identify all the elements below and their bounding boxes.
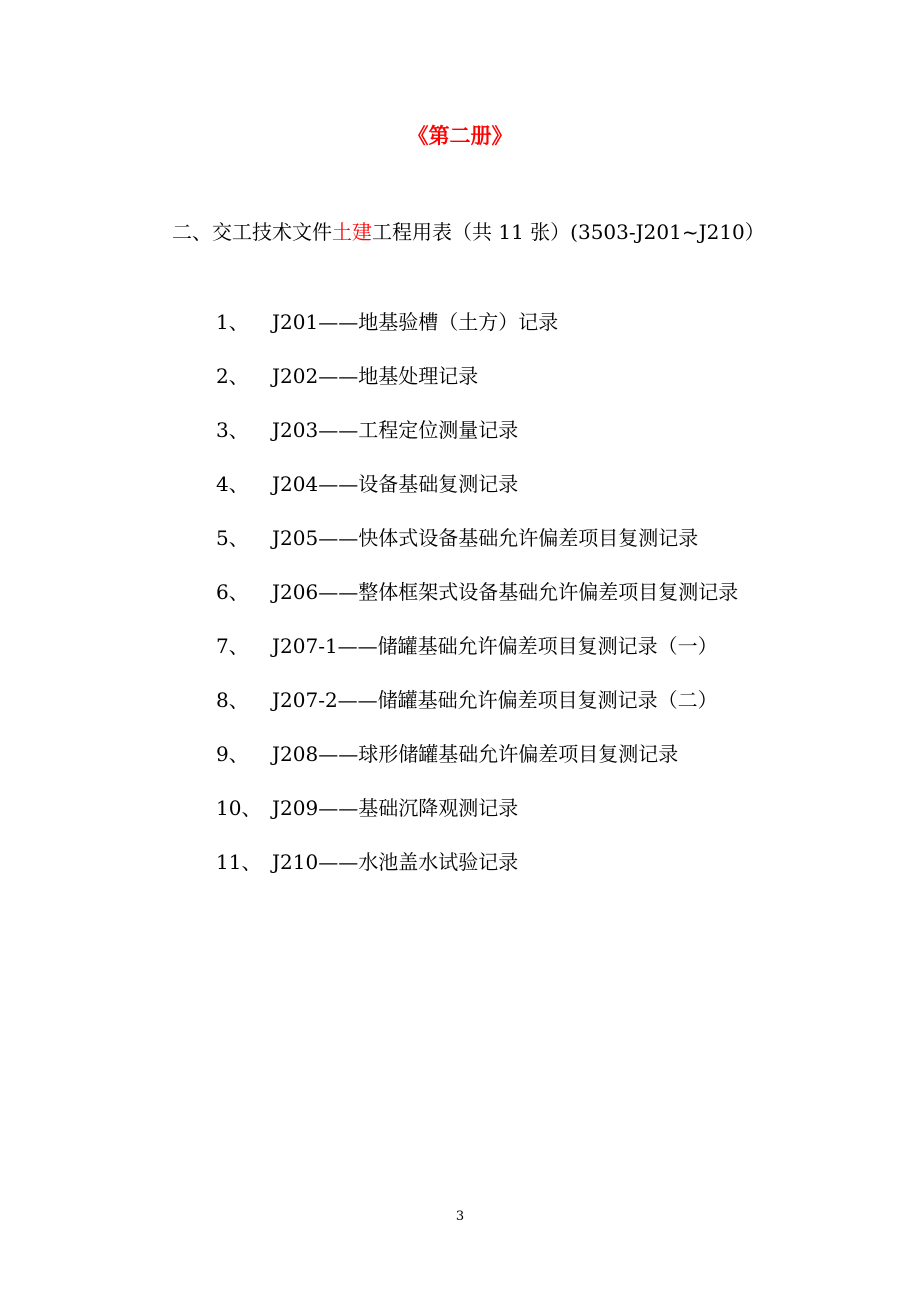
item-number: 8、 xyxy=(216,688,249,712)
list-item xyxy=(216,576,738,630)
list-item xyxy=(216,738,738,792)
section-heading-highlight: 土建 xyxy=(332,220,372,244)
item-number: 9、 xyxy=(216,742,249,766)
item-text: J207-2——储罐基础允许偏差项目复测记录（二） xyxy=(272,688,718,712)
item-number: 7、 xyxy=(216,634,249,658)
section-heading-suffix: 工程用表（共 11 张）(3503-J201~J210） xyxy=(372,220,765,244)
list-item xyxy=(216,360,738,414)
item-text: J209——基础沉降观测记录 xyxy=(272,796,519,820)
item-text: J204——设备基础复测记录 xyxy=(272,472,519,496)
item-number: 3、 xyxy=(216,418,249,442)
page-number: 3 xyxy=(455,1209,465,1224)
section-heading xyxy=(172,216,765,248)
item-number: 10、 xyxy=(216,796,262,820)
item-text: J206——整体框架式设备基础允许偏差项目复测记录 xyxy=(272,580,739,604)
list-item xyxy=(216,522,738,576)
list-item xyxy=(216,792,738,846)
item-number: 2、 xyxy=(216,364,249,388)
item-text: J208——球形储罐基础允许偏差项目复测记录 xyxy=(272,742,679,766)
list-item xyxy=(216,468,738,522)
item-number: 1、 xyxy=(216,310,249,334)
volume-title: 《第二册》 xyxy=(407,123,513,148)
item-text: J202——地基处理记录 xyxy=(272,364,479,388)
item-number: 11、 xyxy=(216,850,262,874)
item-number: 5、 xyxy=(216,526,249,550)
section-heading-prefix: 二、交工技术文件 xyxy=(172,220,332,244)
item-text: J207-1——储罐基础允许偏差项目复测记录（一） xyxy=(272,634,718,658)
list-item xyxy=(216,306,738,360)
item-text: J201——地基验槽（土方）记录 xyxy=(272,310,559,334)
item-text: J205——快体式设备基础允许偏差项目复测记录 xyxy=(272,526,699,550)
item-number: 6、 xyxy=(216,580,249,604)
list-item xyxy=(216,630,738,684)
item-text: J210——水池盖水试验记录 xyxy=(272,850,519,874)
form-list xyxy=(216,306,738,900)
list-item xyxy=(216,684,738,738)
list-item xyxy=(216,846,738,900)
item-number: 4、 xyxy=(216,472,249,496)
list-item xyxy=(216,414,738,468)
item-text: J203——工程定位测量记录 xyxy=(272,418,519,442)
